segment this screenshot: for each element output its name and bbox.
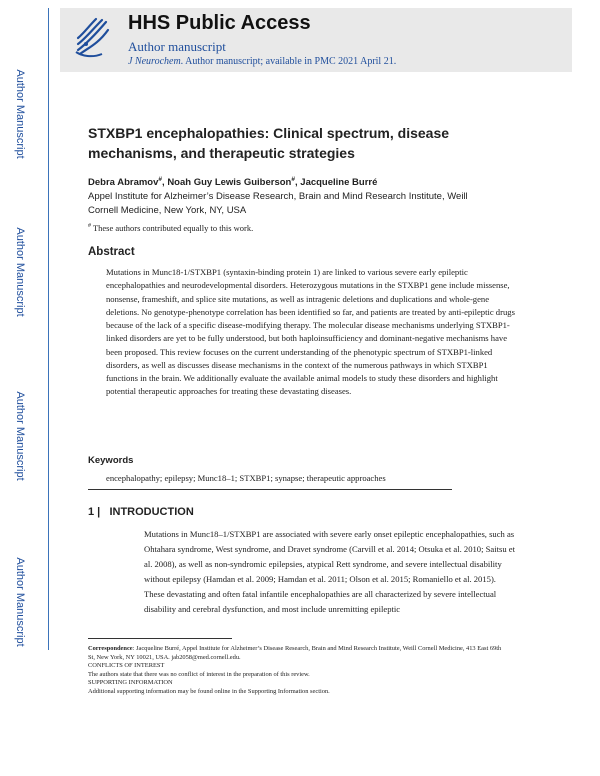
author-mark: # <box>158 176 163 183</box>
keywords-divider <box>88 489 452 490</box>
margin-divider <box>48 8 49 650</box>
supporting-info-text: Additional supporting information may be found online in the Supporting Information section. <box>88 687 330 695</box>
introduction-text: Mutations in Munc18–1/STXBP1 are associated with severe early onset epileptic encephalopathies, such as Ohtahara syndrome, West syndrome, and Dravet syndrome (Carvill et al. 2014; Otsuka et al. 2010; Saitsu et al. 2008), as well as non-syndromic epilepsies, atypical Rett syndrome, and severe intellectual disability without epilepsy (Hamdan et al. 2009; Hamdan et al. 2011; Olson et al. 2015; Romaniello et al. 2015). These devastating and often fatal infantile encephalopathies are all characterized by severe intellectual disability and cerebral dysfunction, and most include unremitting epileptic <box>144 529 515 615</box>
conflicts-heading: CONFLICTS OF INTEREST <box>88 662 165 670</box>
side-label-3: Author Manuscript <box>14 391 26 481</box>
article-title: STXBP1 encephalopathies: Clinical spectrum, disease mechanisms, and therapeutic strategies <box>88 125 450 161</box>
hhs-eagle-logo-icon <box>72 14 112 60</box>
footnotes <box>88 645 508 697</box>
journal-citation <box>128 56 396 67</box>
correspondence-note: Correspondence: Jacqueline Burré, Appel Institute for Alzheimer’s Disease Research, Brain and Mind Research Institute, Weill Cornell Medicine, 413 East 69th St, New York, NY 10021, USA. jab2058@med.cornell.edu. <box>88 645 502 661</box>
author-mark: # <box>291 176 295 183</box>
keywords-heading: Keywords <box>88 455 134 466</box>
author-manuscript-label: Author manuscript <box>128 39 226 54</box>
section-number: 1 | <box>88 506 101 518</box>
journal-availability: . Author manuscript; available in PMC 2021 April 21. <box>180 56 397 67</box>
author-name: Jacqueline Burré <box>300 177 378 189</box>
author-list: Debra Abramov#, Noah Guy Lewis Guiberson#, Jacqueline Burré <box>88 176 378 189</box>
section-title: INTRODUCTION <box>109 506 194 518</box>
hhs-public-access-title: HHS Public Access <box>128 12 311 34</box>
keywords-list: encephalopathy; epilepsy; Munc18–1; STXBP1; synapse; therapeutic approaches <box>106 473 386 483</box>
footnote-divider <box>88 638 232 639</box>
abstract-heading: Abstract <box>88 246 135 258</box>
author-name: Debra Abramov <box>88 177 159 189</box>
side-label-1: Author Manuscript <box>14 69 26 159</box>
side-label-4: Author Manuscript <box>14 557 26 647</box>
conflicts-text: The authors state that there was no conflict of interest in the preparation of this review. <box>88 670 310 678</box>
abstract-text: Mutations in Munc18-1/STXBP1 (syntaxin-binding protein 1) are linked to various severe early epileptic encephalopathies and neurodevelopmental disorders. Heterozygous mutations in the STXBP1 gene include missense, nonsense, frameshift, and splice site mutations, as well as intragenic deletions and duplications and whole-gene deletions. No genotype-phenotype correlation has been identified so far, and patients are treated by anti-epileptic drugs because of the lack of a specific disease-modifying therapy. The molecular disease mechanisms underlying STXBP1-linked disorders are yet to be fully understood, but both haploinsufficiency and dominant-negative mechanisms have been proposed. This review focuses on the current understanding of the phenotypic spectrum of STXBP1-linked disorders, as well as discusses disease mechanisms in the context of the numerous pathways in which STXBP1 functions in the brain. We additionally evaluate the available animal models to study these disorders and highlight potential therapeutic approaches for treating these devastating diseases. <box>106 267 515 397</box>
side-label-2: Author Manuscript <box>14 227 26 317</box>
equal-contribution-note: # These authors contributed equally to this work. <box>88 223 254 233</box>
author-name: Noah Guy Lewis Guiberson <box>167 177 292 189</box>
supporting-info-heading: SUPPORTING INFORMATION <box>88 679 173 687</box>
author-affiliation: Appel Institute for Alzheimer’s Disease Research, Brain and Mind Research Institute, Weill Cornell Medicine, New York, NY, USA <box>88 191 468 216</box>
introduction-heading <box>88 506 194 518</box>
journal-name: J Neurochem <box>128 56 181 67</box>
